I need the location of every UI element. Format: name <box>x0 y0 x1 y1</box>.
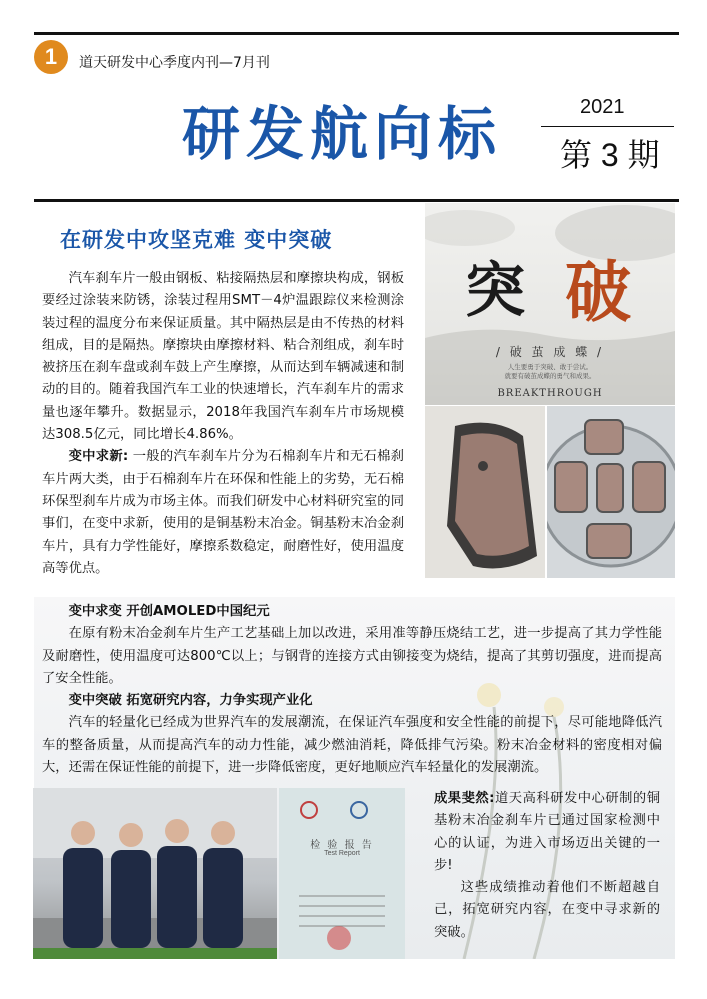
section-heading-amoled: 变中求变 开创AMOLED中国纪元 <box>68 604 270 619</box>
report-subtitle: Test Report <box>324 850 360 857</box>
article-headline: 在研发中攻坚克难 变中突破 <box>60 228 333 252</box>
series-title: 道天研发中心季度内刊—7月刊 <box>79 55 270 71</box>
poster-small-text <box>425 363 675 381</box>
report-title: 检 验 报 告 <box>310 840 374 851</box>
paragraph-process: 在原有粉末冶金刹车片生产工艺基础上加以改进，采用准等静压烧结工艺，进一步提高了其力学性能及耐磨性，使用温度可达800℃以上；与钢背的连接方式由铆接变为烧结，提高了其剪切强度，进而提高了安全性能。 <box>42 626 662 686</box>
team-photo-illustration <box>33 788 277 959</box>
lower-section-text <box>42 601 662 779</box>
left-column-text <box>42 268 404 580</box>
brake-pad-photo-single <box>425 406 545 578</box>
poster-small-line-2: 就要有破茧成蝶的勇气和成果。 <box>504 372 596 380</box>
innovation-lead: 变中求新: <box>68 449 129 465</box>
masthead-title: 研发航向标 <box>182 100 503 168</box>
paragraph-results <box>434 788 660 877</box>
brake-pad-illustration <box>425 406 545 578</box>
brake-pad-set-illustration <box>547 406 675 578</box>
top-rule <box>34 32 679 35</box>
poster-subtitle: / 破 茧 成 蝶 / <box>495 345 605 359</box>
results-body: 道天高科研发中心研制的铜基粉末冶金刹车片已通过国家检测中心的认证，为进入市场迈出关键的一步! <box>434 791 661 873</box>
section-heading-industrialization: 变中突破 拓宽研究内容，力争实现产业化 <box>68 693 313 709</box>
brake-pad-photo-set <box>547 406 675 578</box>
test-report-photo <box>279 788 405 959</box>
issue-year: 2021 <box>580 96 625 118</box>
poster-char-tu: 突 <box>465 256 525 326</box>
header-rule <box>34 199 679 202</box>
paragraph-intro: 汽车刹车片一般由钢板、粘接隔热层和摩擦块构成，钢板要经过涂装来防锈，涂装过程用SMT－4炉温跟踪仪来检测涂装过程的温度分布来保证质量。其中隔热层是由不传热的材料组成，目的是隔热。摩擦块由摩擦材料、粘合剂组成，刹车时被挤压在刹车盘或刹车鼓上产生摩擦，从而达到车辆减速和制动的目的。随着我国汽车工业的快速增长，汽车刹车片的需求量也逐年攀升。数据显示，2018年我国汽车刹车片市场规模达308.5亿元，同比增长4.86%。 <box>42 271 404 443</box>
innovation-body: 一般的汽车刹车片分为石棉刹车片和无石棉刹车片两大类，由于石棉刹车片在环保和性能上的劣势，无石棉环保型刹车片成为市场主体。而我们研发中心材料研究室的同事们，在变中求新，使用的是铜基粉末冶金。铜基粉末冶金刹车片，具有力学性能好，摩擦系数稳定，耐磨性好，使用温度高等优点。 <box>42 449 404 576</box>
poster-small-line-1: 人生要勇于突破、敢于尝试。 <box>507 363 593 371</box>
paragraph-innovation <box>42 446 404 580</box>
paragraph-closing: 这些成绩推动着他们不断超越自己，拓宽研究内容，在变中寻求新的突破。 <box>434 880 660 940</box>
issue-number: 第 3 期 <box>560 137 660 173</box>
results-text <box>434 788 660 944</box>
issue-badge: 1 <box>34 40 68 74</box>
poster-char-po: 破 <box>565 253 631 331</box>
test-report-illustration <box>279 788 405 959</box>
paragraph-lightweight: 汽车的轻量化已经成为世界汽车的发展潮流，在保证汽车强度和安全性能的前提下，尽可能地降低汽车的整备质量，从而提高汽车的动力性能，减少燃油消耗，降低排气污染。粉末冶金材料的密度相对偏大，还需在保证性能的前提下，进一步降低密度，更好地顺应汽车轻量化的发展潮流。 <box>42 715 662 776</box>
poster-english: BREAKTHROUGH <box>497 388 603 399</box>
breakthrough-poster-image <box>425 203 675 405</box>
team-photo <box>33 788 277 959</box>
results-lead: 成果斐然: <box>434 791 495 806</box>
issue-divider <box>541 126 674 127</box>
